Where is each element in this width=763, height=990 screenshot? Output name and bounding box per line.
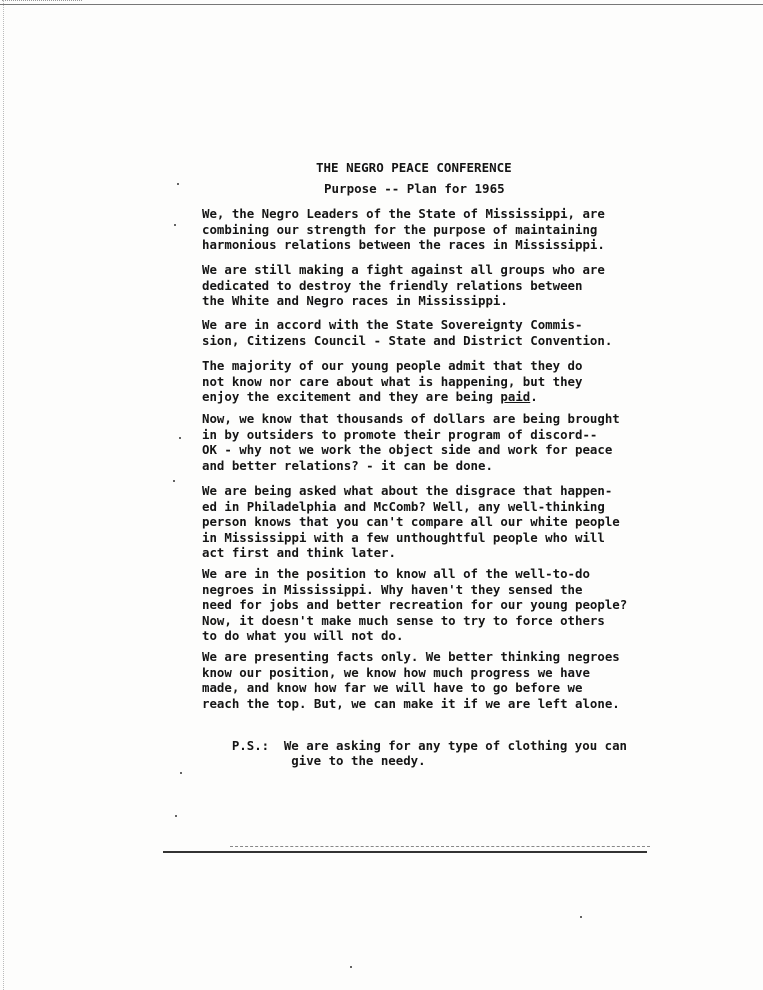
- paragraph-3: We are in accord with the State Sovereignty Commis- sion, Citizens Council - State and District Convention.: [202, 317, 613, 348]
- scan-speck: [180, 772, 182, 774]
- scan-speck: [175, 815, 177, 817]
- scan-speck: [179, 437, 181, 439]
- scan-edge-dots: [2, 0, 82, 1]
- scan-edge-left: [3, 0, 4, 990]
- scan-speck: [173, 480, 175, 482]
- document-title: THE NEGRO PEACE CONFERENCE: [316, 160, 512, 175]
- paragraph-2: We are still making a fight against all groups who are dedicated to destroy the friendly relations between the White and Negro races in Mississippi.: [202, 262, 605, 309]
- paragraph-7: We are in the position to know all of the well-to-do negroes in Mississippi. Why haven't they sensed the need for jobs and better recreation for our young people? Now, it doesn't make much sense to try to force others to do what you will not do.: [202, 566, 628, 644]
- paragraph-5: Now, we know that thousands of dollars are being brought in by outsiders to promote their program of discord-- OK - why not we work the object side and work for peace and better relations? - it can be done.: [202, 411, 620, 473]
- postscript-text: We are asking for any type of clothing you can give to the needy.: [283, 737, 627, 769]
- scan-speck: [350, 966, 352, 968]
- scan-speck: [580, 916, 582, 918]
- faint-rule: [230, 846, 650, 847]
- underlined-word-suffix: .: [530, 389, 538, 405]
- postscript-label: P.S.:: [231, 737, 270, 753]
- scan-speck: [177, 183, 179, 185]
- bottom-rule: [163, 851, 647, 853]
- paragraph-4: [202, 358, 672, 405]
- paragraph-4-text: The majority of our young people admit that they do not know nor care about what is happening, but they enjoy the excitement and they are being: [202, 358, 583, 405]
- paragraph-8: We are presenting facts only. We better thinking negroes know our position, we know how much progress we have made, and know how far we will have to go before we reach the top. But, we can make it if we are left alone.: [202, 649, 620, 711]
- underlined-word: paid: [500, 389, 531, 405]
- scan-edge-top: [0, 4, 763, 5]
- scan-speck: [174, 224, 176, 226]
- postscript: [202, 722, 627, 784]
- paragraph-1: We, the Negro Leaders of the State of Mississippi, are combining our strength for the purpose of maintaining harmonious relations between the races in Mississippi.: [202, 206, 605, 253]
- document-subtitle: Purpose -- Plan for 1965: [324, 181, 505, 196]
- paragraph-6: We are being asked what about the disgrace that happen- ed in Philadelphia and McComb? Well, any well-thinking person knows that you can't compare all our white people in Mississippi with a few unthoughtful people who will act first and think later.: [202, 483, 620, 561]
